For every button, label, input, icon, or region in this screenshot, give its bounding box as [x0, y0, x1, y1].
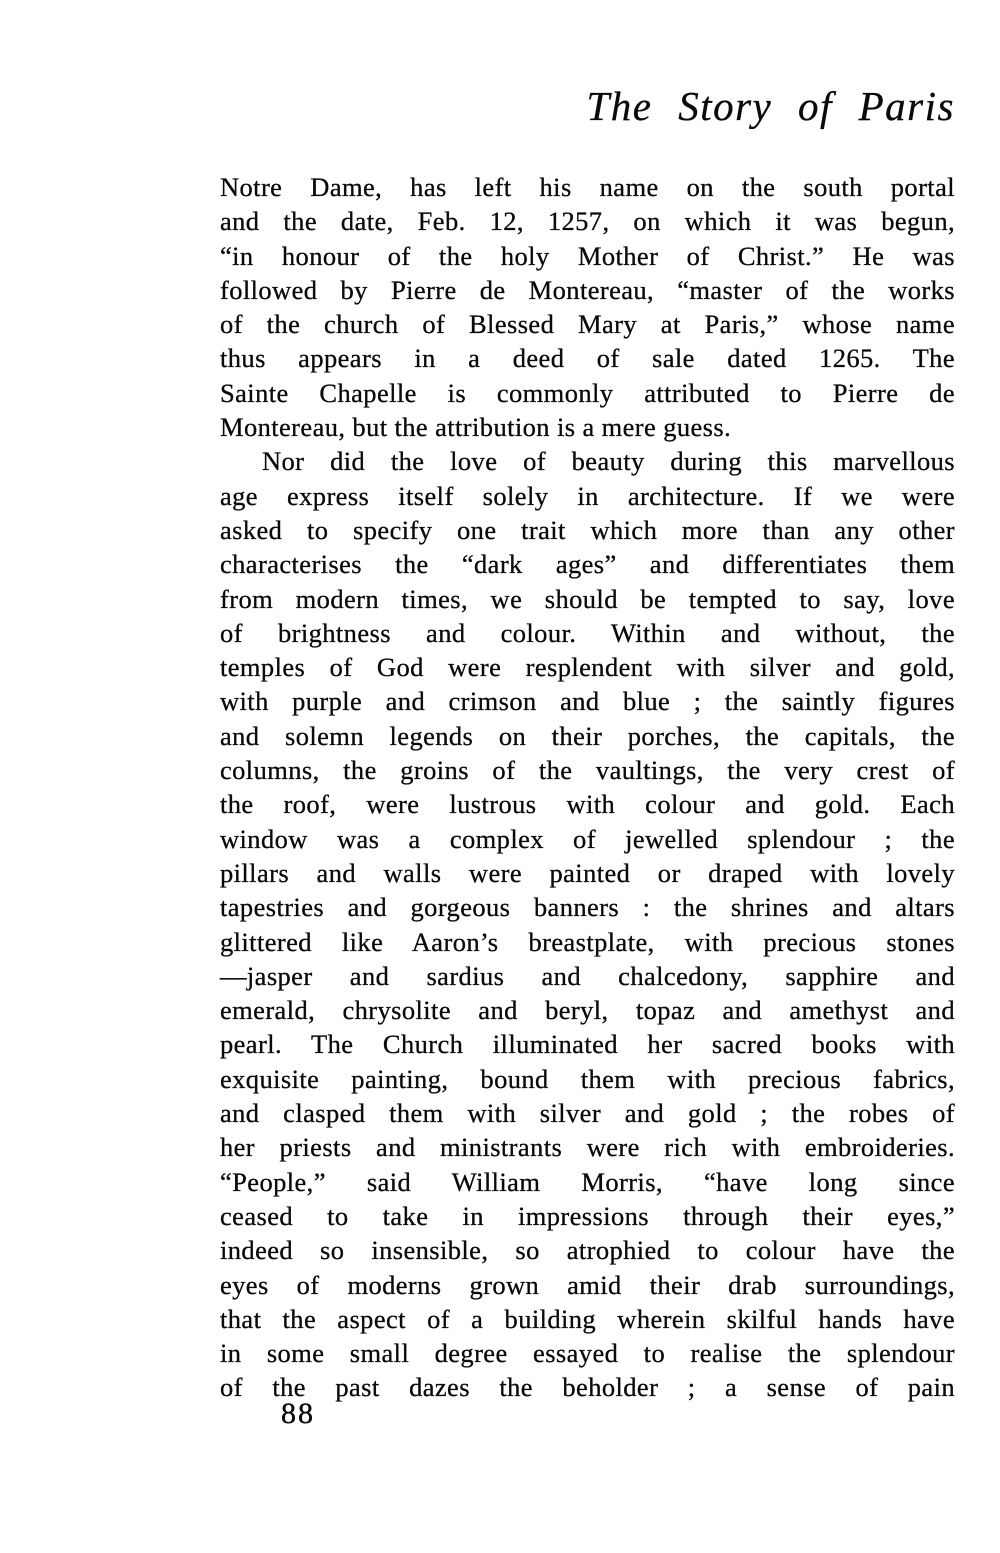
- text-line: her priests and ministrants were rich with embroideries.: [220, 1132, 955, 1163]
- body-text: [220, 170, 955, 1405]
- text-line: pearl. The Church illuminated her sacred books with: [220, 1029, 955, 1060]
- text-line: in some small degree essayed to realise the splendour: [220, 1338, 955, 1369]
- text-line: of the church of Blessed Mary at Paris,” whose name: [220, 309, 955, 340]
- text-line: Montereau, but the attribution is a mere guess.: [220, 412, 732, 443]
- running-header: The Story of Paris: [586, 83, 955, 129]
- text-line: and solemn legends on their porches, the capitals, the: [220, 720, 955, 751]
- text-line: and the date, Feb. 12, 1257, on which it was begun,: [220, 206, 955, 237]
- text-line: Notre Dame, has left his name on the south portal: [220, 172, 955, 202]
- text-line: from modern times, we should be tempted to say, love: [220, 583, 955, 614]
- page-number: 88: [281, 1397, 315, 1430]
- text-line: age express itself solely in architecture. If we were: [220, 480, 955, 511]
- text-line: asked to specify one trait which more than any other: [220, 514, 955, 545]
- text-line: indeed so insensible, so atrophied to colour have the: [220, 1235, 955, 1266]
- text-line: ceased to take in impressions through their eyes,”: [220, 1200, 955, 1231]
- text-line: followed by Pierre de Montereau, “master of the works: [220, 274, 955, 305]
- text-line: Nor did the love of beauty during this marvellous: [262, 446, 955, 477]
- text-line: characterises the “dark ages” and differentiates them: [220, 549, 955, 580]
- text-line: that the aspect of a building wherein skilful hands have: [220, 1303, 955, 1334]
- text-line: tapestries and gorgeous banners : the shrines and altars: [220, 892, 955, 923]
- text-line: with purple and crimson and blue ; the saintly figures: [220, 686, 955, 717]
- text-line: temples of God were resplendent with silver and gold,: [220, 652, 955, 683]
- text-line: of the past dazes the beholder ; a sense of pain: [220, 1372, 955, 1403]
- text-line: pillars and walls were painted or draped with lovely: [220, 857, 955, 888]
- text-line: of brightness and colour. Within and without, the: [220, 617, 955, 648]
- text-line: columns, the groins of the vaultings, the very crest of: [220, 755, 955, 786]
- text-line: glittered like Aaron’s breastplate, with precious stones: [220, 926, 955, 957]
- text-line: Sainte Chapelle is commonly attributed to Pierre de: [220, 377, 955, 408]
- text-line: emerald, chrysolite and beryl, topaz and amethyst and: [220, 995, 955, 1026]
- text-line: “People,” said William Morris, “have long since: [220, 1166, 955, 1197]
- text-line: exquisite painting, bound them with precious fabrics,: [220, 1063, 955, 1094]
- text-line: the roof, were lustrous with colour and gold. Each: [220, 789, 955, 820]
- text-line: —jasper and sardius and chalcedony, sapphire and: [220, 960, 955, 991]
- text-line: “in honour of the holy Mother of Christ.” He was: [220, 240, 955, 271]
- text-line: eyes of moderns grown amid their drab surroundings,: [220, 1269, 955, 1300]
- text-line: thus appears in a deed of sale dated 1265. The: [220, 343, 955, 374]
- text-line: and clasped them with silver and gold ; the robes of: [220, 1098, 955, 1129]
- text-line: window was a complex of jewelled splendour ; the: [220, 823, 955, 854]
